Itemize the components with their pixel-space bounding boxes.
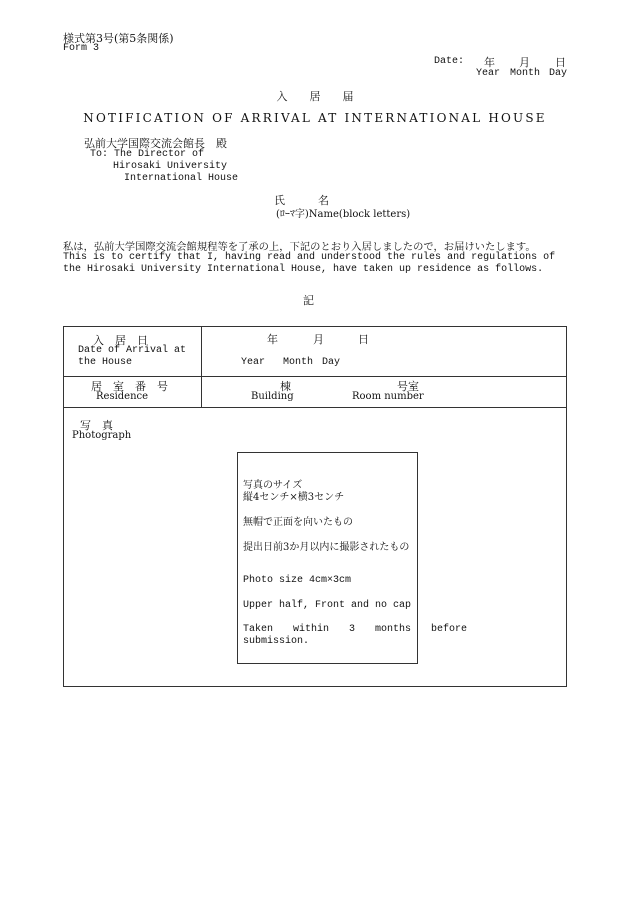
photo-size-ja-2: 縦4センチ×横3センチ <box>243 492 345 503</box>
date-month-ja: 月 <box>519 56 530 69</box>
addressee-en-line1: To: The Director of <box>90 149 205 160</box>
addressee-ja: 弘前大学国際交流会館長 殿 <box>84 137 227 150</box>
arrival-month-en: Month <box>283 357 314 368</box>
arrival-day-en: Day <box>322 357 341 368</box>
arrival-year-en: Year <box>241 357 266 368</box>
title-en: NOTIFICATION OF ARRIVAL AT INTERNATIONAL HOUSE <box>83 111 547 125</box>
addressee-en-line3: International House <box>124 173 239 184</box>
date-day-ja: 日 <box>555 56 566 69</box>
photo-cap-ja: 無帽で正面を向いたもの <box>243 517 353 528</box>
form-number-ja: 様式第3号(第5条関係) <box>63 32 174 45</box>
residence-label-en: Residence <box>96 391 149 402</box>
statement-ja: 私は，弘前大学国際交流会館規程等を了承の上，下記のとおり入居しましたので，お届けいたします。 <box>63 241 536 253</box>
statement-en-line2: the Hirosaki University International House, have taken up residence as follows. <box>63 264 544 275</box>
arrival-year-ja: 年 <box>267 333 278 346</box>
photo-taken-en-1: Taken within 3 months before <box>243 624 468 635</box>
photo-placeholder-box <box>237 452 468 664</box>
photo-taken-en-2: submission. <box>243 636 310 647</box>
form-number-en: Form 3 <box>63 43 100 54</box>
date-month-en: Month <box>510 68 541 79</box>
statement-en-line1: This is to certify that I, having read and understood the rules and regulations of <box>63 252 556 263</box>
photo-label-ja: 写 真 <box>80 419 113 432</box>
row-divider <box>64 376 566 377</box>
arrival-form-table <box>63 326 567 687</box>
photo-cap-en: Upper half, Front and no cap <box>243 600 412 611</box>
photo-size-ja-1: 写真のサイズ <box>243 480 303 491</box>
arrival-month-ja: 月 <box>313 333 324 346</box>
ki-mark: 記 <box>303 294 314 307</box>
date-day-en: Day <box>549 68 568 79</box>
arrival-label-ja: 入 居 日 <box>93 334 148 347</box>
photo-taken-ja: 提出日前3か月以内に撮影されたもの <box>243 542 410 553</box>
addressee-en-line2: Hirosaki University <box>113 161 228 172</box>
room-ja: 号室 <box>397 380 419 393</box>
photo-size-en: Photo size 4cm×3cm <box>243 575 352 586</box>
row-divider <box>64 407 566 408</box>
arrival-label-en1: Date of Arrival at <box>78 345 187 356</box>
building-en: Building <box>251 391 294 402</box>
column-divider <box>201 327 202 407</box>
arrival-label-en2: the House <box>78 357 133 368</box>
name-label-en: (ﾛｰﾏ字)Name(block letters) <box>276 209 411 220</box>
date-year-ja: 年 <box>484 56 495 69</box>
arrival-day-ja: 日 <box>358 333 369 346</box>
building-ja: 棟 <box>280 380 291 393</box>
title-ja: 入 居 届 <box>276 90 354 103</box>
room-en: Room number <box>352 391 424 402</box>
date-year-en: Year <box>476 68 501 79</box>
photo-label-en: Photograph <box>72 430 132 441</box>
name-label-ja: 氏 名 <box>274 194 329 207</box>
date-label: Date: <box>434 56 465 67</box>
residence-label-ja: 居 室 番 号 <box>91 380 168 393</box>
